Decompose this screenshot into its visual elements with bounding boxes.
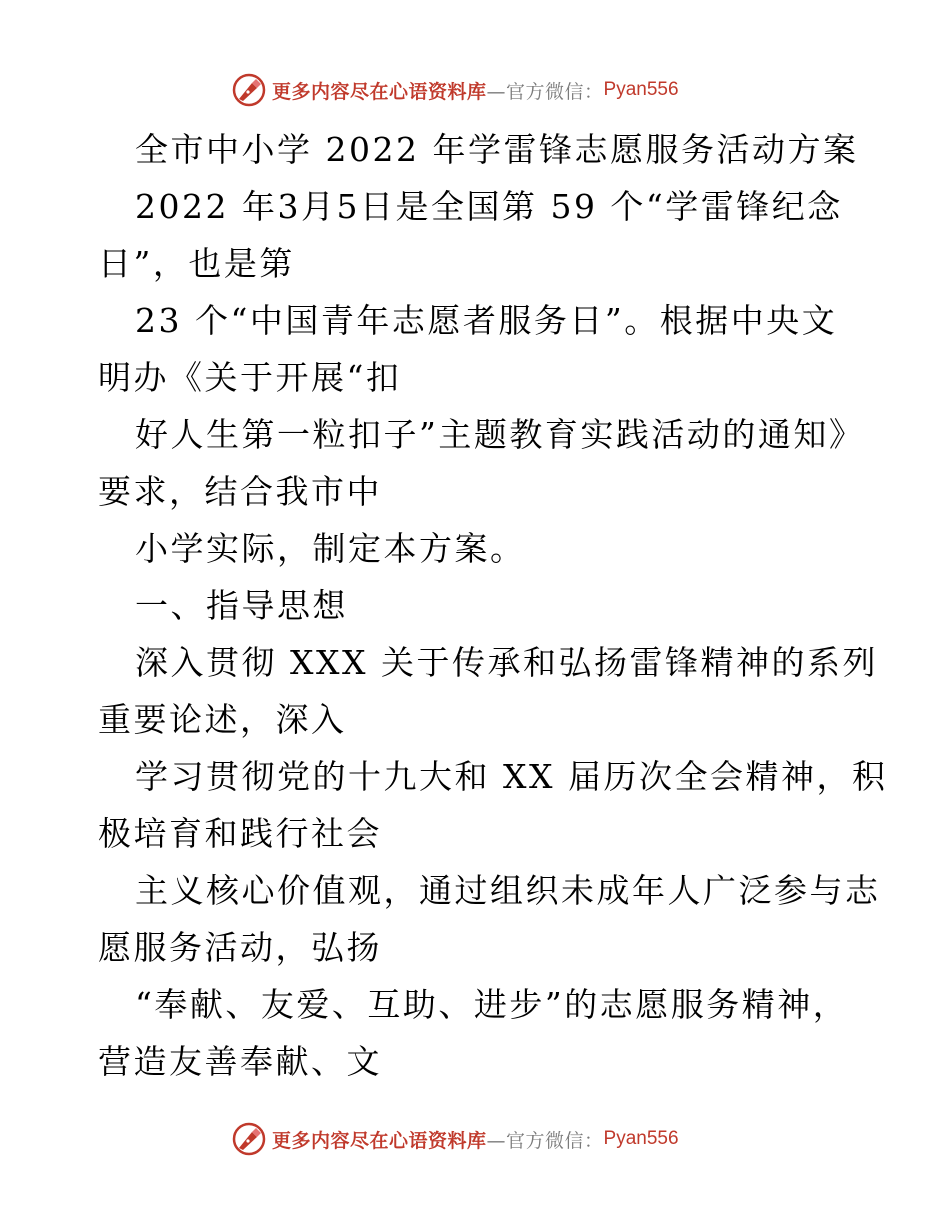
watermark-text: 更多内容尽在心语资料库 <box>272 80 487 103</box>
document-title: 全市中小学 2022 年学雷锋志愿服务活动方案 <box>135 130 859 169</box>
header-watermark <box>232 73 679 107</box>
paragraph-line: 愿服务活动，弘扬 <box>98 928 382 967</box>
footer-watermark <box>232 1122 679 1156</box>
paragraph-line: 2022 年3月5日是全国第 59 个“学雷锋纪念 <box>135 187 843 226</box>
watermark-account: Pyan556 <box>603 1128 679 1149</box>
watermark-separator: —官方微信： <box>486 1129 604 1152</box>
watermark-text: 更多内容尽在心语资料库 <box>272 1129 487 1152</box>
paragraph-line: 学习贯彻党的十九大和 XX 届历次全会精神，积 <box>135 757 888 796</box>
watermark-account: Pyan556 <box>603 79 679 100</box>
paragraph-line: 日”，也是第 <box>98 244 295 283</box>
paragraph-line: 要求，结合我市中 <box>98 472 382 511</box>
watermark-separator: —官方微信： <box>486 80 604 103</box>
paragraph-line: 好人生第一粒扣子”主题教育实践活动的通知》 <box>135 415 865 454</box>
paragraph-line: 小学实际，制定本方案。 <box>135 529 526 568</box>
paragraph-line: 极培育和践行社会 <box>98 814 382 853</box>
paragraph-line: “奉献、友爱、互助、进步”的志愿服务精神， <box>135 985 849 1024</box>
paragraph-line: 重要论述，深入 <box>98 700 347 739</box>
pen-nib-logo-icon <box>232 73 266 107</box>
paragraph-line: 深入贯彻 XXX 关于传承和弘扬雷锋精神的系列 <box>135 643 878 682</box>
paragraph-line: 主义核心价值观，通过组织未成年人广泛参与志 <box>135 871 881 910</box>
paragraph-line: 明办《关于开展“扣 <box>98 358 402 397</box>
pen-nib-logo-icon <box>232 1122 266 1156</box>
section-heading: 一、指导思想 <box>135 586 348 625</box>
paragraph-line: 23 个“中国青年志愿者服务日”。根据中央文 <box>135 301 838 340</box>
paragraph-line: 营造友善奉献、文 <box>98 1042 382 1081</box>
